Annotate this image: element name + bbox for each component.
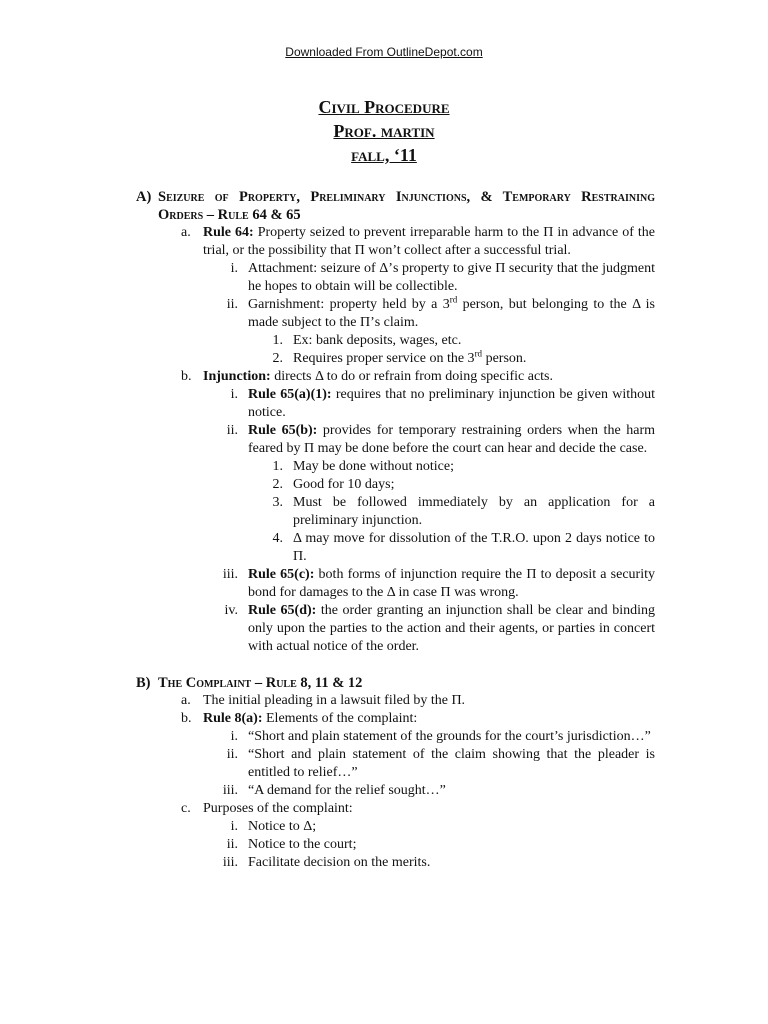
list-item [0,818,768,836]
list-item [0,458,768,476]
source-header[interactable]: Downloaded From OutlineDepot.com [285,45,483,59]
item-marker: a. [181,225,191,240]
item-marker: iii. [222,855,238,870]
item-marker: 3. [272,495,283,510]
outline-body [0,188,768,872]
item-marker: b. [181,711,192,726]
list-item [0,422,768,458]
list-item [0,710,768,728]
list-item [0,602,768,656]
section-marker: B) [136,675,151,691]
item-text: Attachment: seizure of Δ’s property to give Π security that the judgment he hopes to obtain will be collectible. [248,261,655,294]
item-marker: iii. [222,783,238,798]
section-heading-text: Seizure of Property, Preliminary Injunctions, & Temporary Restraining Orders – Rule 64 & 65 [158,189,655,223]
section-heading-text: The Complaint – Rule 8, 11 & 12 [158,675,363,691]
item-text: Must be followed immediately by an application for a preliminary injunction. [293,495,655,528]
item-marker: 2. [272,351,283,366]
item-text: The initial pleading in a lawsuit filed by the Π. [203,693,466,708]
list-item [0,350,768,368]
list-item [0,296,768,332]
superscript: rd [449,294,458,305]
item-text: Notice to Δ; [248,819,317,834]
list-item [0,692,768,710]
item-lead: Rule 65(d): [248,603,317,618]
list-item [0,386,768,422]
item-lead: Rule 65(a)(1): [248,387,332,402]
item-marker: 2. [272,477,283,492]
list-item [0,260,768,296]
item-text: Garnishment: property held by a 3 [248,297,450,312]
item-marker: ii. [226,423,238,438]
item-text: Δ may move for dissolution of the T.R.O. upon 2 days notice to Π. [293,531,655,564]
item-marker: ii. [226,297,238,312]
item-marker: 1. [272,333,283,348]
item-text: the order granting an injunction shall be clear and binding only upon the parties to the action and their agents, or parties in concert with actual notice of the order. [248,603,655,654]
list-item [0,782,768,800]
item-marker: i. [230,729,238,744]
item-text: Requires proper service on the 3 [293,351,475,366]
item-lead: Rule 65(c): [248,567,315,582]
item-marker: b. [181,369,192,384]
item-lead: Rule 65(b): [248,423,318,438]
item-marker: ii. [226,747,238,762]
item-text: “Short and plain statement of the claim showing that the pleader is entitled to relief…” [248,747,655,780]
item-lead: Injunction: [203,369,271,384]
item-text: Property seized to prevent irreparable harm to the Π in advance of the trial, or the possibility that Π won’t collect after a successful trial. [203,225,655,258]
list-item [0,332,768,350]
item-text: “Short and plain statement of the grounds for the court’s jurisdiction…” [248,729,651,744]
professor-title: Prof. martin [333,121,435,141]
section-marker: A) [136,189,152,205]
item-lead: Rule 64: [203,225,254,240]
term-title: fall, ‘11 [351,145,417,165]
item-text: requires that no preliminary injunction be given without notice. [248,387,656,420]
section-a-heading [0,188,768,224]
item-marker: ii. [226,837,238,852]
section-b-heading [0,674,768,692]
list-item [0,746,768,782]
item-text: Purposes of the complaint: [203,801,353,816]
item-marker: iv. [224,603,238,618]
item-marker: a. [181,693,191,708]
title-block [0,95,768,167]
item-text: person. [482,351,527,366]
list-item [0,800,768,818]
item-text: both forms of injunction require the Π to deposit a security bond for damages to the Δ in case Π was wrong. [248,567,655,600]
list-item [0,224,768,260]
list-item [0,476,768,494]
item-marker: 1. [272,459,283,474]
item-text: Elements of the complaint: [262,711,418,726]
item-marker: i. [230,387,238,402]
item-text: provides for temporary restraining orders when the harm feared by Π may be done before the court can hear and decide the case. [248,423,655,456]
item-marker: c. [181,801,191,816]
item-text: directs Δ to do or refrain from doing specific acts. [270,369,553,384]
item-text: “A demand for the relief sought…” [248,783,446,798]
superscript: rd [474,348,483,359]
item-marker: 4. [272,531,283,546]
list-item [0,566,768,602]
course-title: Civil Procedure [318,97,450,117]
list-item [0,728,768,746]
item-marker: i. [230,261,238,276]
list-item [0,854,768,872]
item-marker: iii. [222,567,238,582]
item-marker: i. [230,819,238,834]
list-item [0,368,768,386]
item-text: person, but belonging to the Δ is made subject to the Π’s claim. [248,297,655,330]
item-text: Notice to the court; [248,837,357,852]
item-text: Good for 10 days; [293,477,395,492]
item-lead: Rule 8(a): [203,711,263,726]
list-item [0,530,768,566]
item-text: Facilitate decision on the merits. [248,855,431,870]
item-text: Ex: bank deposits, wages, etc. [293,333,462,348]
list-item [0,836,768,854]
item-text: May be done without notice; [293,459,454,474]
list-item [0,494,768,530]
